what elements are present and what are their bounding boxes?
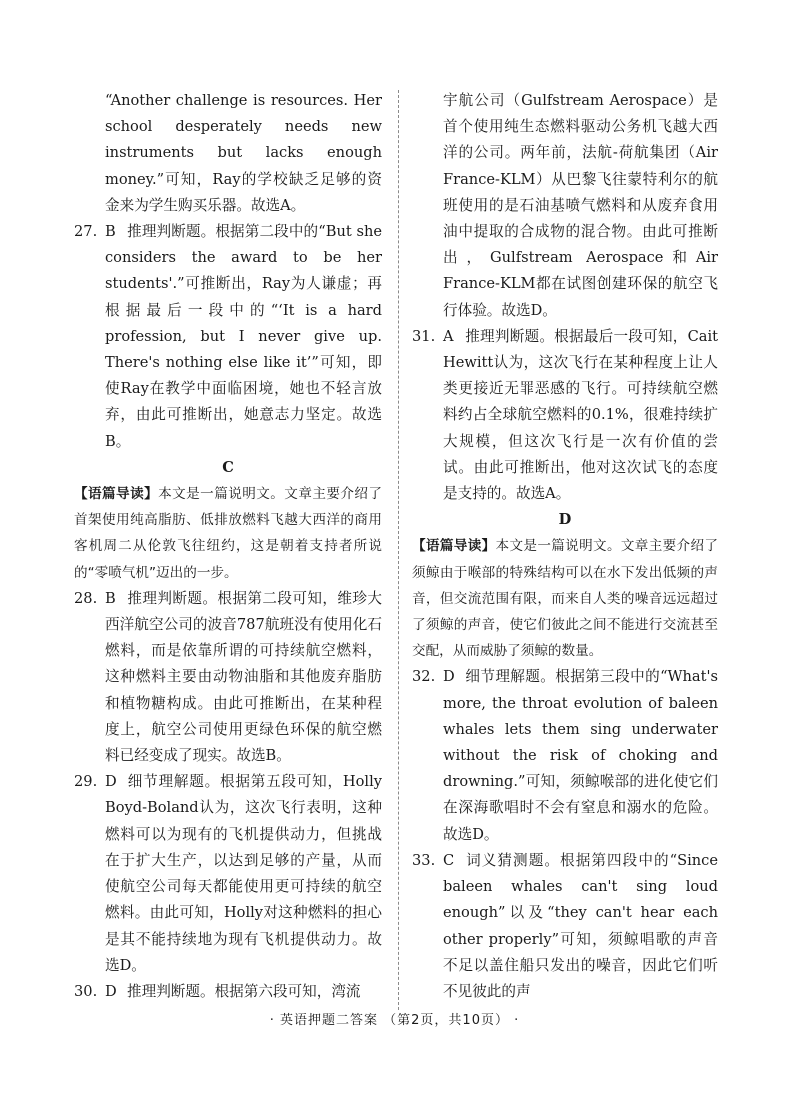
question-number: 31. bbox=[412, 327, 436, 345]
explanation: 推理判断题。根据第六段可知，湾流 bbox=[127, 982, 361, 1000]
column-divider bbox=[398, 90, 399, 1010]
guide-tag: 【语篇导读】 bbox=[412, 538, 496, 555]
answer-letter: D bbox=[105, 982, 117, 1000]
explanation: 细节理解题。根据第三段中的“What's more, the throat evolution of baleen whales lets them sing underwater without the risk of choking and drowning.”可知，须鲸喉部的进化使它们在深海歌唱时不会有窒息和溺水的危险。故选D。 bbox=[443, 668, 718, 843]
question-number: 28. bbox=[74, 589, 98, 607]
reading-guide-d bbox=[412, 533, 718, 664]
right-column bbox=[412, 88, 718, 1005]
question-number: 29. bbox=[74, 773, 98, 791]
question-32 bbox=[412, 664, 718, 847]
reading-guide-c bbox=[74, 481, 382, 586]
guide-tag: 【语篇导读】 bbox=[74, 486, 159, 503]
page-footer: · 英语押题二答案 （第2页，共10页） · bbox=[269, 1013, 520, 1028]
question-27 bbox=[74, 219, 382, 455]
left-column bbox=[74, 88, 382, 1005]
q30-continuation: 宇航公司（Gulfstream Aerospace）是首个使用纯生态燃料驱动公务机飞越大西洋的公司。两年前，法航-荷航集团（Air France-KLM）从巴黎飞往蒙特利尔的航班使用的是石油基喷气燃料和从废弃食用油中提取的合成物的混合物。由此可推断出，Gulfstream Aerospace和Air France-KLM都在试图创建环保的航空飞行体验。故选D。 bbox=[443, 92, 718, 319]
question-number: 32. bbox=[412, 668, 436, 686]
question-number: 33. bbox=[412, 851, 436, 869]
explanation: 推理判断题。根据最后一段可知，Cait Hewitt认为，这次飞行在某种程度上让人类更接近无罪恶感的飞行。可持续航空燃料约占全球航空燃料的0.1%，很难持续扩大规模，但这次飞行是一次有价值的尝试。由此可推断出，他对这次试飞的态度是支持的。故选A。 bbox=[443, 327, 718, 503]
q26-continuation: “Another challenge is resources. Her school desperately needs new instruments but lacks enough money.”可知，Ray的学校缺乏足够的资金来为学生购买乐器。故选A。 bbox=[105, 92, 382, 214]
answer-letter: C bbox=[443, 851, 455, 869]
guide-text: 本文是一篇说明文。文章主要介绍了首架使用纯高脂肪、低排放燃料飞越大西洋的商用客机周二从伦敦飞往纽约，这是朝着支持者所说的“零喷气机”迈出的一步。 bbox=[74, 486, 383, 581]
explanation: 推理判断题。根据第二段中的“But she considers the award to be her students'.”可推断出，Ray为人谦虚；再根据最后一段中的“‘It is a hard profession, but I never give up. There's nothing else like it’”可知，即使Ray在教学中面临困境，她也不轻言放弃，由此可推断出，她意志力坚定。故选B。 bbox=[105, 223, 382, 450]
question-number: 30. bbox=[74, 982, 98, 1000]
question-30 bbox=[74, 979, 382, 1005]
explanation: 词义猜测题。根据第四段中的“Since baleen whales can't sing loud enough”以及“they can't hear each other properly”可知，须鲸唱歌的声音不足以盖住船只发出的噪音，因此它们听不见彼此的声 bbox=[443, 851, 718, 1000]
question-28 bbox=[74, 586, 382, 769]
question-33 bbox=[412, 848, 718, 1005]
answer-letter: D bbox=[105, 773, 117, 791]
explanation: 细节理解题。根据第五段可知，Holly Boyd-Boland认为，这次飞行表明，这种燃料可以为现有的飞机提供动力，但挑战在于扩大生产，以达到足够的产量，从而使航空公司每天都能使用更可持续的航空燃料。由此可知，Holly对这种燃料的担心是其不能持续地为现有飞机提供动力。故选D。 bbox=[105, 773, 382, 974]
question-31 bbox=[412, 324, 718, 507]
question-number: 27. bbox=[74, 223, 98, 241]
answer-letter: D bbox=[443, 668, 455, 686]
question-29 bbox=[74, 769, 382, 979]
explanation: 推理判断题。根据第二段可知，维珍大西洋航空公司的波音787航班没有使用化石燃料，而是依靠所谓的可持续航空燃料，这种燃料主要由动物油脂和其他废弃脂肪和植物糖构成。由此可推断出，在某种程度上，航空公司使用更绿色环保的航空燃料已经变成了现实。故选B。 bbox=[105, 589, 382, 765]
answer-letter: B bbox=[105, 223, 116, 241]
guide-text: 本文是一篇说明文。文章主要介绍了须鲸由于喉部的特殊结构可以在水下发出低频的声音，但交流范围有限，而来自人类的噪音远远超过了须鲸的声音，使它们彼此之间不能进行交流甚至交配，从而威胁了须鲸的数量。 bbox=[412, 538, 719, 660]
section-heading-c: C bbox=[222, 458, 234, 476]
answer-letter: B bbox=[105, 589, 116, 607]
answer-letter: A bbox=[443, 327, 454, 345]
section-heading-d: D bbox=[558, 511, 572, 529]
